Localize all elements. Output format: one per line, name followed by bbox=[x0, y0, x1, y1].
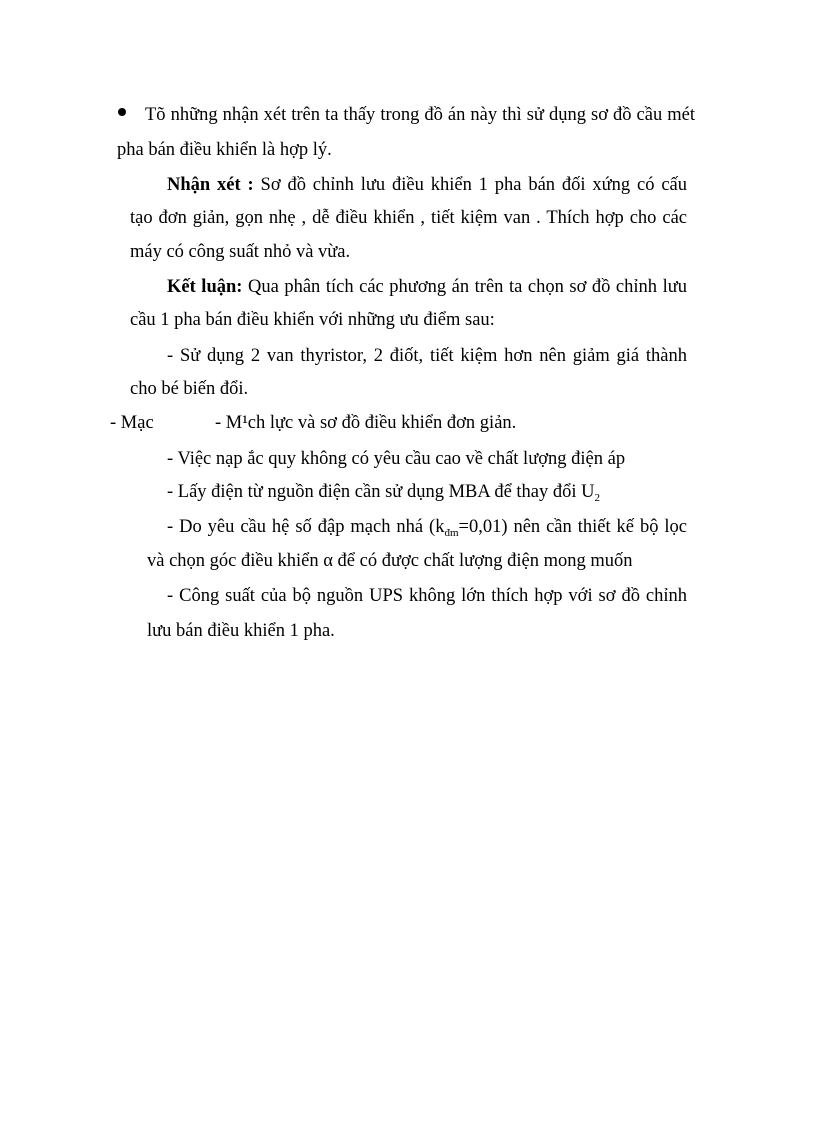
list-item-text: =0,01) nên cần thiết kế bộ lọc bbox=[458, 517, 687, 537]
nhan-xet-line bbox=[167, 174, 687, 196]
list-item bbox=[167, 481, 600, 503]
list-item-prefix: - Mạc bbox=[110, 413, 154, 433]
paragraph-line: máy có công suất nhỏ và vừa. bbox=[130, 242, 351, 262]
list-item bbox=[167, 516, 687, 538]
list-item-text: - Lấy điện từ nguồn điện cần sử dụng MBA để thay đổi U bbox=[167, 482, 595, 502]
ket-luan-label: Kết luận: bbox=[167, 277, 243, 297]
list-item-continuation: cho bé biến đổi. bbox=[130, 379, 249, 399]
list-item: - M¹ch lực và sơ đồ điều khiển đơn giản. bbox=[215, 413, 517, 433]
paragraph-line: pha bán điều khiển là hợp lý. bbox=[117, 140, 332, 160]
nhan-xet-label: Nhận xét : bbox=[167, 175, 254, 195]
list-item-continuation: lưu bán điều khiển 1 pha. bbox=[147, 621, 335, 641]
paragraph-line: tạo đơn giản, gọn nhẹ , dễ điều khiển , tiết kiệm van . Thích hợp cho các bbox=[130, 208, 687, 228]
bullet-icon bbox=[118, 108, 126, 116]
list-item: - Sử dụng 2 van thyristor, 2 điốt, tiết kiệm hơn nên giảm giá thành bbox=[167, 346, 687, 366]
subscript: đm bbox=[444, 527, 459, 539]
paragraph-line: Tõ những nhận xét trên ta thấy trong đồ án này thì sử dụng sơ đồ cầu mét bbox=[145, 105, 695, 125]
ket-luan-line bbox=[167, 276, 687, 298]
nhan-xet-text: Sơ đồ chỉnh lưu điều khiển 1 pha bán đối xứng có cấu bbox=[260, 175, 687, 195]
subscript: 2 bbox=[594, 492, 601, 504]
paragraph-line: cầu 1 pha bán điều khiển với những ưu điểm sau: bbox=[130, 310, 495, 330]
list-item-text: - Do yêu cầu hệ số đập mạch nhá (k bbox=[167, 517, 445, 537]
list-item: - Công suất của bộ nguồn UPS không lớn thích hợp với sơ đồ chỉnh bbox=[167, 586, 687, 606]
list-item: - Việc nạp ắc quy không có yêu cầu cao về chất lượng điện áp bbox=[167, 449, 626, 469]
list-item-continuation: và chọn góc điều khiển α để có được chất lượng điện mong muốn bbox=[147, 551, 633, 571]
ket-luan-text: Qua phân tích các phương án trên ta chọn sơ đồ chỉnh lưu bbox=[247, 277, 687, 297]
